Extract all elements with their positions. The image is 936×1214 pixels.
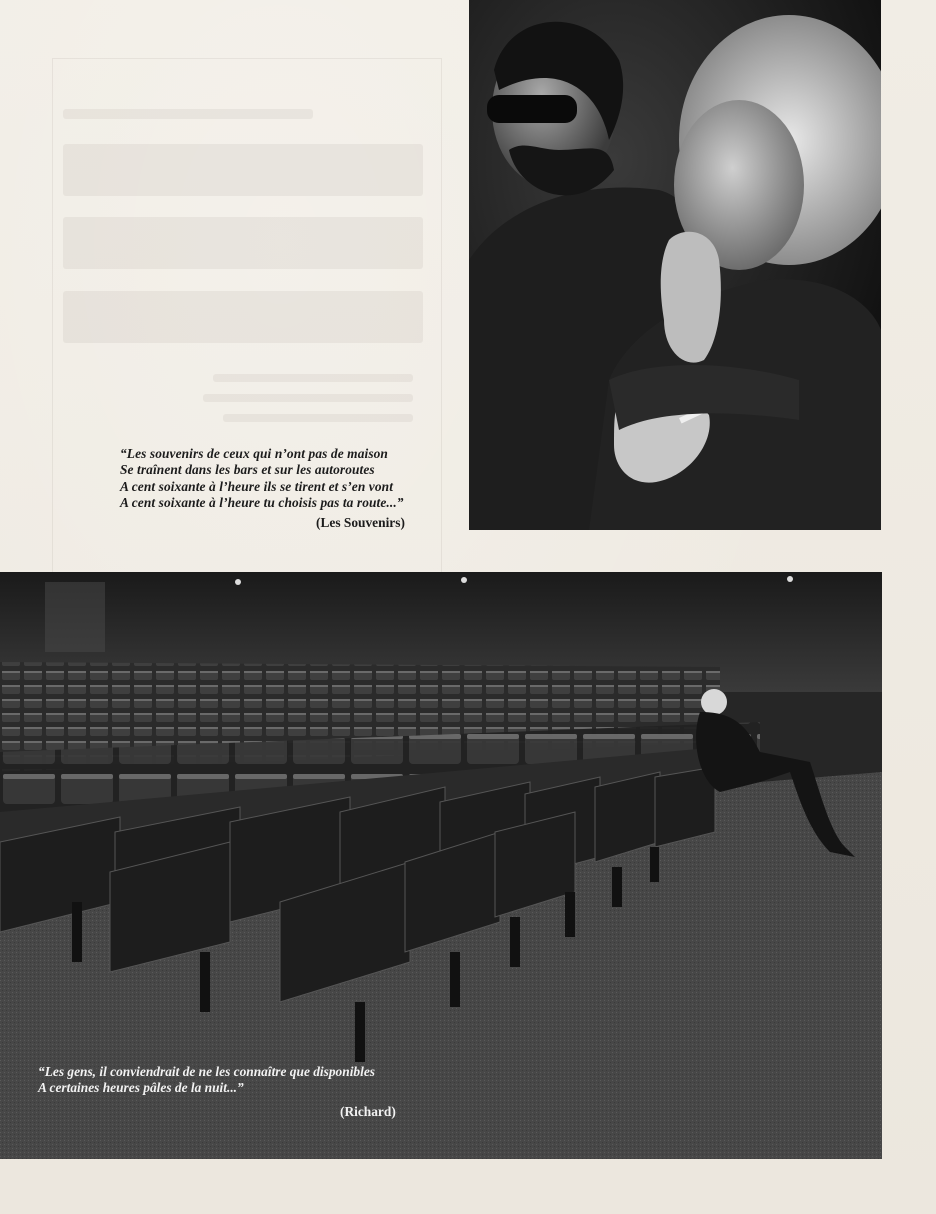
quote-line: Se traînent dans les bars et sur les autoroutes xyxy=(120,462,375,478)
quote-line: “Les souvenirs de ceux qui n’ont pas de maison xyxy=(120,446,388,461)
quote-line: A certaines heures pâles de la nuit...” xyxy=(38,1079,244,1095)
quote-attribution: (Richard) xyxy=(340,1104,396,1119)
song-lyric-quote xyxy=(38,1064,458,1095)
quote-attribution: (Les Souvenirs) xyxy=(316,515,405,530)
quote-line: A cent soixante à l’heure tu choisis pas ta route...” xyxy=(120,494,404,510)
portrait-photo xyxy=(469,0,881,530)
quote-line: “Les gens, il conviendrait de ne les connaître que disponibles xyxy=(38,1064,375,1079)
song-lyric-quote xyxy=(120,446,465,511)
quote-line: A cent soixante à l’heure ils se tirent et s’en vont xyxy=(120,478,394,494)
